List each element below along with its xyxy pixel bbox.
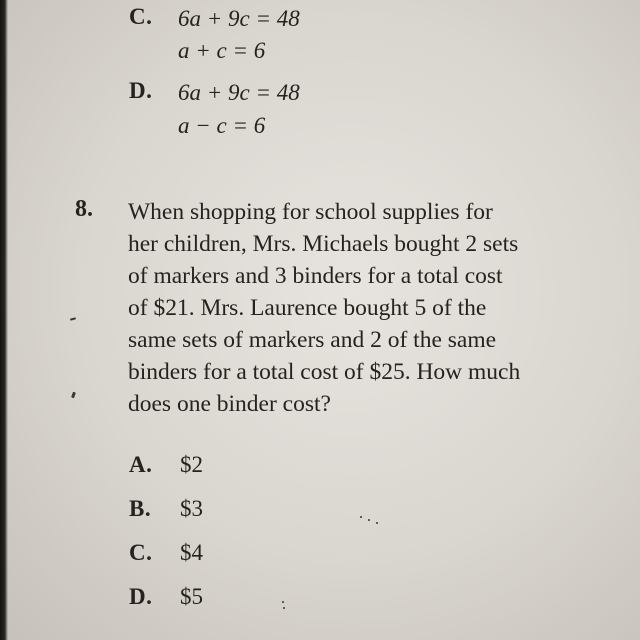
option-c-letter: C. (129, 4, 153, 29)
pencil-mark (71, 392, 76, 399)
question-line: her children, Mrs. Michaels bought 2 sets (128, 231, 519, 257)
page-shadow-edge (0, 0, 8, 640)
question-text (128, 196, 520, 420)
question-line: of $21. Mrs. Laurence bought 5 of the (128, 295, 487, 321)
option-d-equation-2: a − c = 6 (178, 113, 266, 138)
question-number: 8. (75, 196, 93, 222)
question-line: of markers and 3 binders for a total cost (128, 263, 503, 289)
pencil-mark (70, 317, 76, 320)
answer-c-value: $4 (180, 540, 203, 565)
answer-c-letter: C. (129, 540, 153, 565)
question-line: binders for a total cost of $25. How much (128, 359, 521, 385)
option-d-equation-1: 6a + 9c = 48 (178, 80, 300, 105)
pencil-mark (282, 601, 284, 603)
question-line: does one binder cost? (128, 391, 331, 417)
answer-a-letter: A. (129, 452, 153, 477)
pencil-mark (368, 519, 370, 521)
option-d-letter: D. (129, 78, 153, 103)
answer-a-value: $2 (180, 452, 203, 477)
answer-b-letter: B. (129, 496, 152, 521)
pencil-mark (376, 522, 378, 524)
answer-d-letter: D. (129, 584, 153, 609)
answer-d-value: $5 (180, 584, 203, 609)
question-line: same sets of markers and 2 of the same (128, 327, 497, 353)
pencil-mark (283, 607, 285, 609)
answer-b-value: $3 (180, 496, 203, 521)
question-line: When shopping for school supplies for (128, 199, 493, 225)
pencil-mark (360, 516, 362, 518)
option-c-equation-1: 6a + 9c = 48 (178, 6, 300, 31)
option-c-equation-2: a + c = 6 (178, 38, 266, 63)
